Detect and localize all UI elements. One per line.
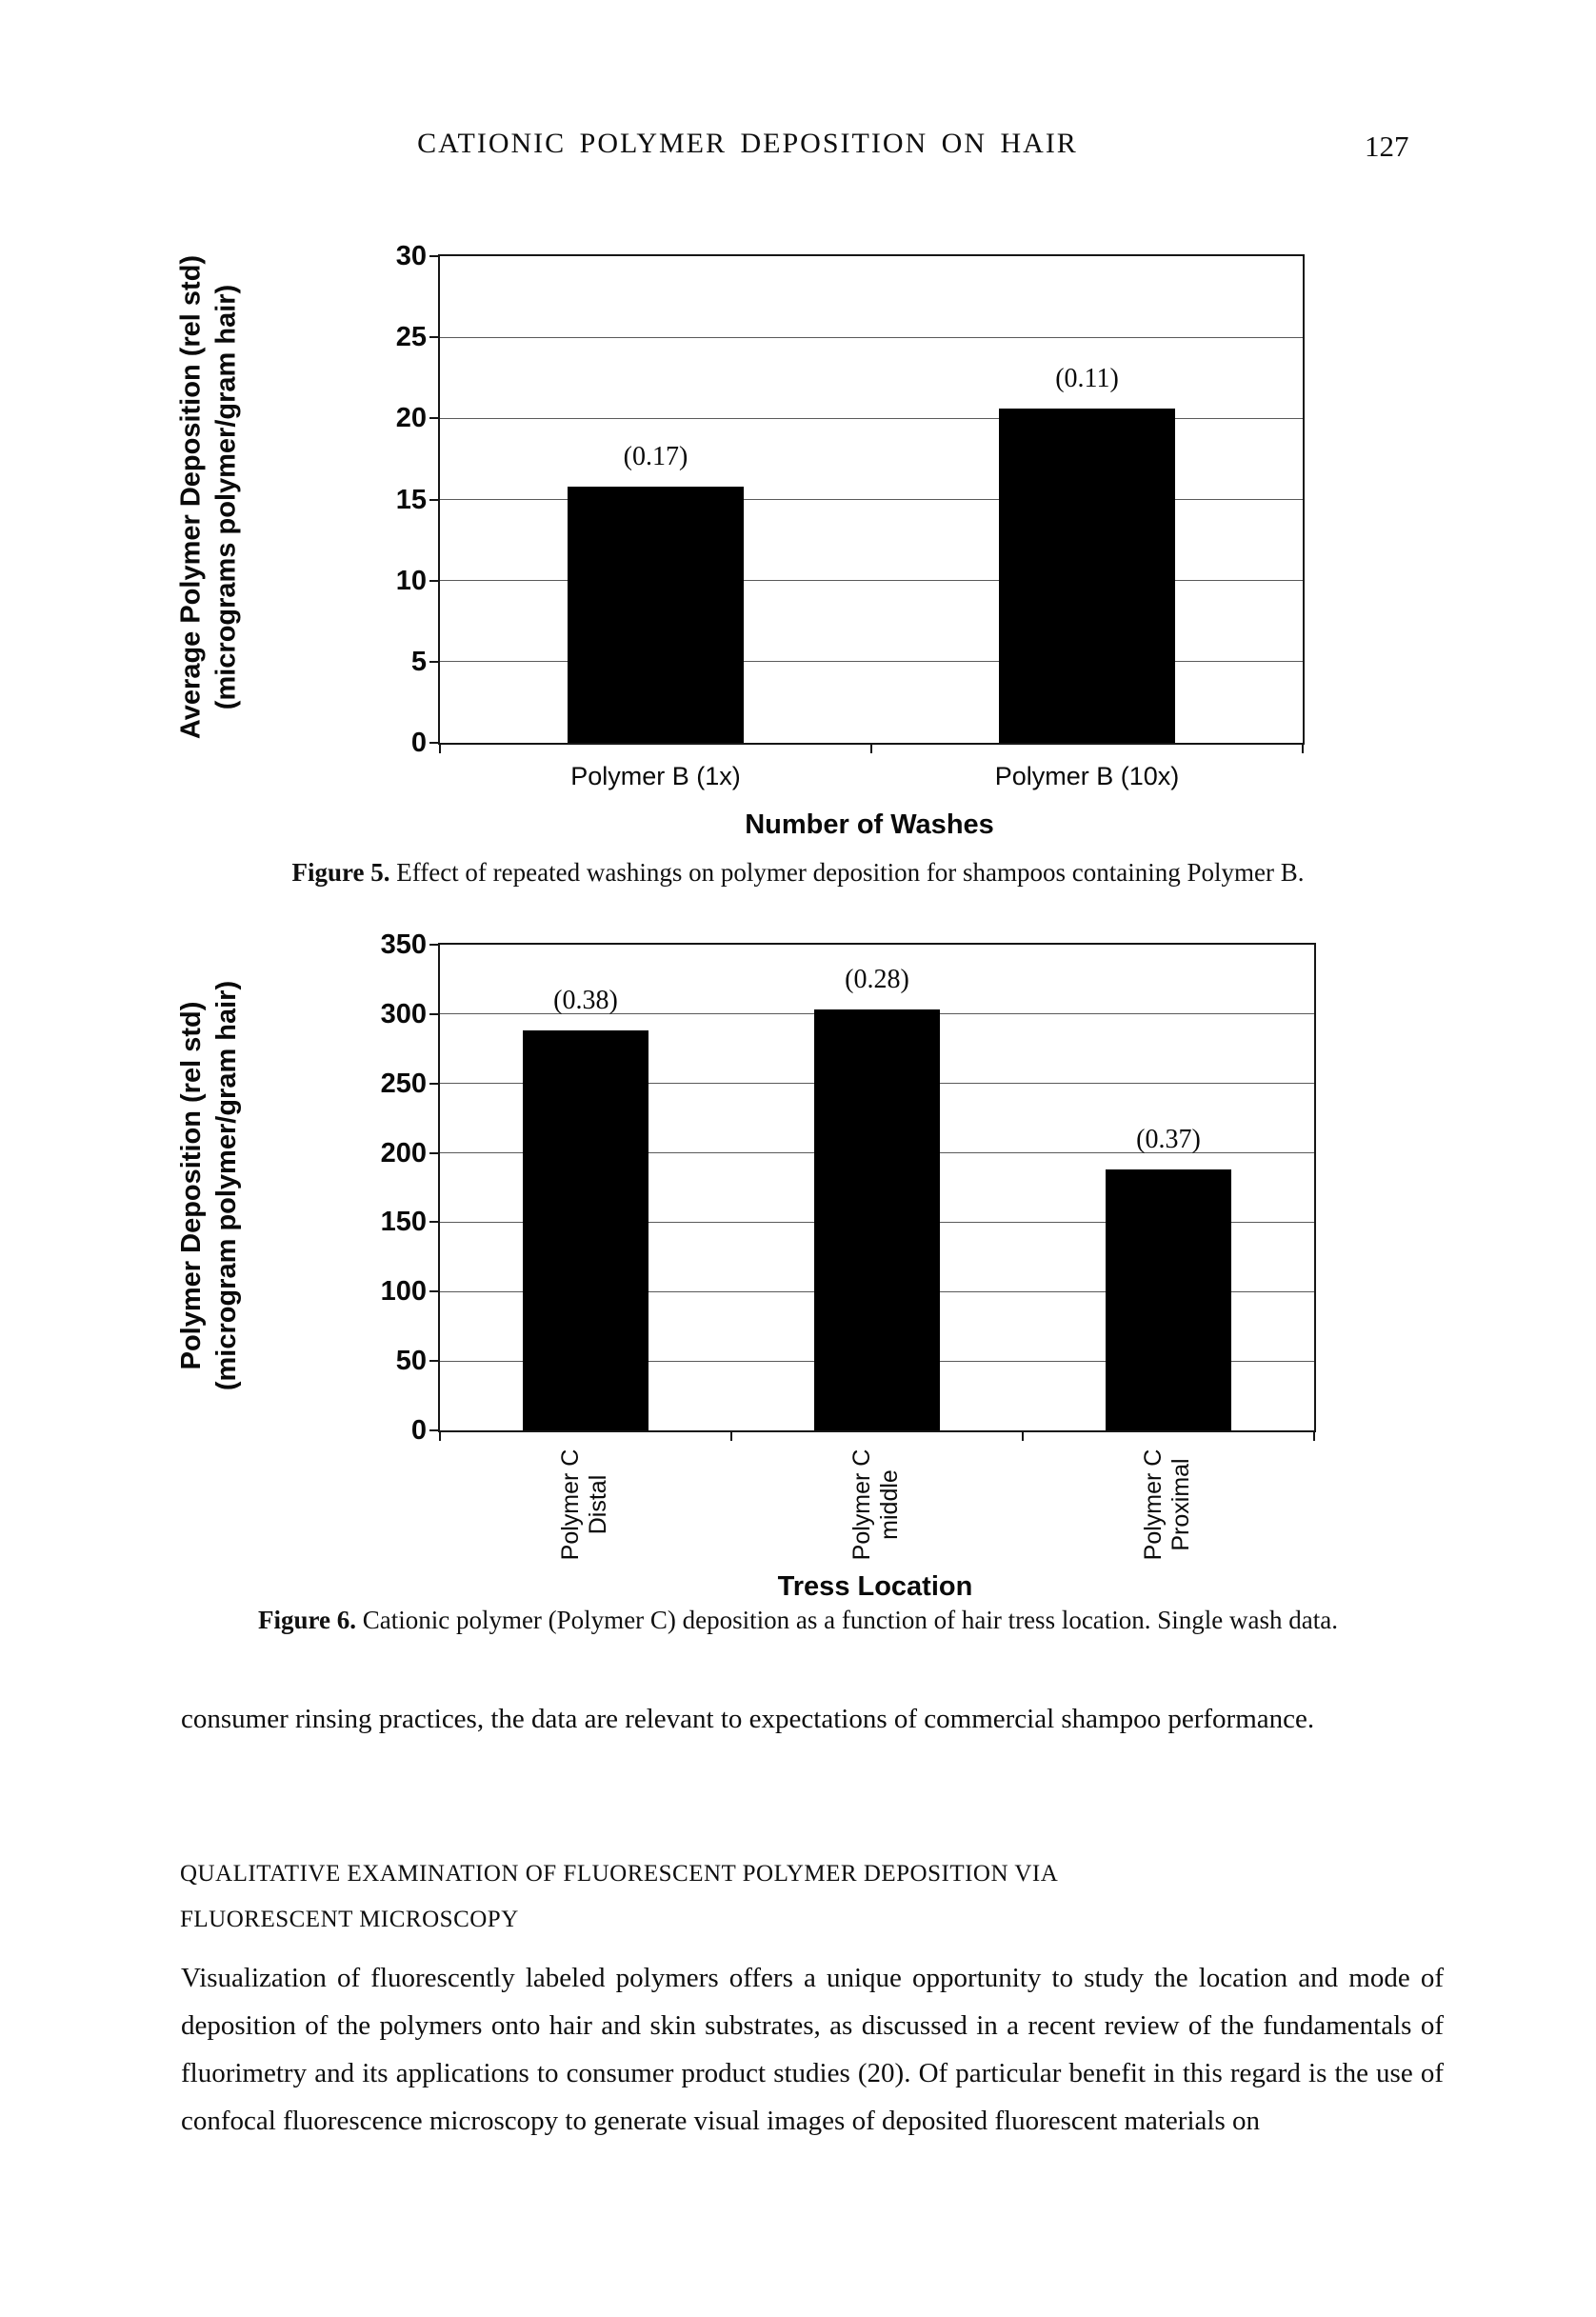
bar-value-label: (0.28) [845,965,909,995]
fig6-plot-area [380,929,1316,1561]
fig5-x-axis-title: Number of Washes [745,809,994,840]
y-tick-mark [429,944,440,946]
y-tick-mark [429,255,440,257]
fig5-y-axis-title [143,254,276,741]
category-label-text: Polymer C middle [848,1448,903,1561]
figure5-caption-label: Figure 5. [291,858,390,887]
y-tick-mark [429,1290,440,1292]
figure6-caption-text: Cationic polymer (Polymer C) deposition as a function of hair tress location. Single wash data. [362,1606,1339,1634]
y-tick-mark [429,661,440,663]
category-label [519,1438,652,1571]
x-tick-mark [870,743,872,753]
fig6-y-axis-title-line2: (microgram polymer/gram hair) [211,980,242,1391]
y-tick-label: 50 [395,1346,427,1377]
y-tick-mark [429,1221,440,1223]
gridline [440,337,1303,338]
bar [814,1009,940,1430]
category-label-text: Polymer C Distal [557,1448,611,1561]
y-tick-label: 0 [410,1415,427,1446]
y-tick-mark [429,1083,440,1085]
y-tick-label: 25 [395,322,427,353]
y-tick-label: 0 [410,728,427,758]
figure5-caption-text: Effect of repeated washings on polymer deposition for shampoos containing Polymer B. [396,858,1305,887]
bar-value-label: (0.11) [1055,364,1119,394]
y-tick-label: 10 [395,565,427,596]
bar-value-label: (0.38) [553,986,618,1016]
bar-value-label: (0.17) [623,441,688,471]
x-tick-mark [1302,743,1304,753]
page-header-title: CATIONIC POLYMER DEPOSITION ON HAIR [417,128,1078,159]
x-tick-mark [1313,1430,1315,1441]
y-tick-label: 300 [380,998,427,1029]
x-tick-mark [439,743,441,753]
section-heading [180,1851,1443,1943]
y-tick-label: 200 [380,1137,427,1168]
body-paragraph-2: Visualization of fluorescently labeled polymers offers a unique opportunity to study the location and mode of deposition of the polymers onto hair and skin substrates, as discussed in a recent review of the fundamentals of fluorimetry and its applications to consumer product studies (20). Of particular benefit in this regard is the use of confocal fluorescence microscopy to generate visual images of deposited fluorescent materials on [181,1963,1444,2136]
y-tick-mark [429,1013,440,1015]
figure6-caption [167,1606,1429,1635]
y-tick-label: 250 [380,1068,427,1099]
y-tick-mark [429,580,440,582]
y-tick-label: 350 [380,929,427,960]
y-tick-label: 100 [380,1276,427,1308]
bar-value-label: (0.37) [1136,1125,1201,1155]
page-number: 127 [1365,130,1409,163]
y-tick-label: 150 [380,1207,427,1238]
section-heading-line2: FLUORESCENT MICROSCOPY [180,1907,519,1932]
bar [1106,1169,1231,1430]
body-paragraph-1: consumer rinsing practices, the data are relevant to expectations of commercial shampoo performance. [181,1704,1315,1734]
category-label [1102,1438,1235,1571]
fig6-y-axis-title-line1: Polymer Deposition (rel std) [176,1001,207,1370]
fig6-y-axis-title [143,943,276,1428]
bar [568,487,745,743]
figure5-caption [167,858,1429,888]
fig5-plot-area [395,241,1305,790]
y-tick-label: 30 [395,241,427,271]
fig5-y-axis-title-line1: Average Polymer Deposition (rel std) [175,254,207,740]
y-tick-mark [429,1152,440,1154]
y-tick-label: 15 [395,484,427,515]
bar [999,409,1176,743]
bar [523,1030,648,1430]
category-label: Polymer B (10x) [994,762,1180,790]
category-label [810,1438,944,1571]
y-tick-label: 5 [410,646,427,677]
y-tick-mark [429,336,440,338]
category-label-text: Polymer C Proximal [1140,1448,1194,1561]
fig5-y-axis-title-line2: (micrograms polymer/gram hair) [210,284,242,710]
y-tick-mark [429,417,440,419]
section-heading-line1: QUALITATIVE EXAMINATION OF FLUORESCENT POLYMER DEPOSITION VIA [180,1861,1059,1887]
x-tick-mark [439,1430,441,1441]
y-tick-mark [429,499,440,501]
category-label: Polymer B (1x) [570,762,741,790]
y-tick-mark [429,1360,440,1362]
y-tick-label: 20 [395,403,427,434]
fig6-x-axis-title: Tress Location [777,1571,973,1602]
figure6-caption-label: Figure 6. [257,1606,356,1634]
x-tick-mark [1022,1430,1024,1441]
x-tick-mark [730,1430,732,1441]
